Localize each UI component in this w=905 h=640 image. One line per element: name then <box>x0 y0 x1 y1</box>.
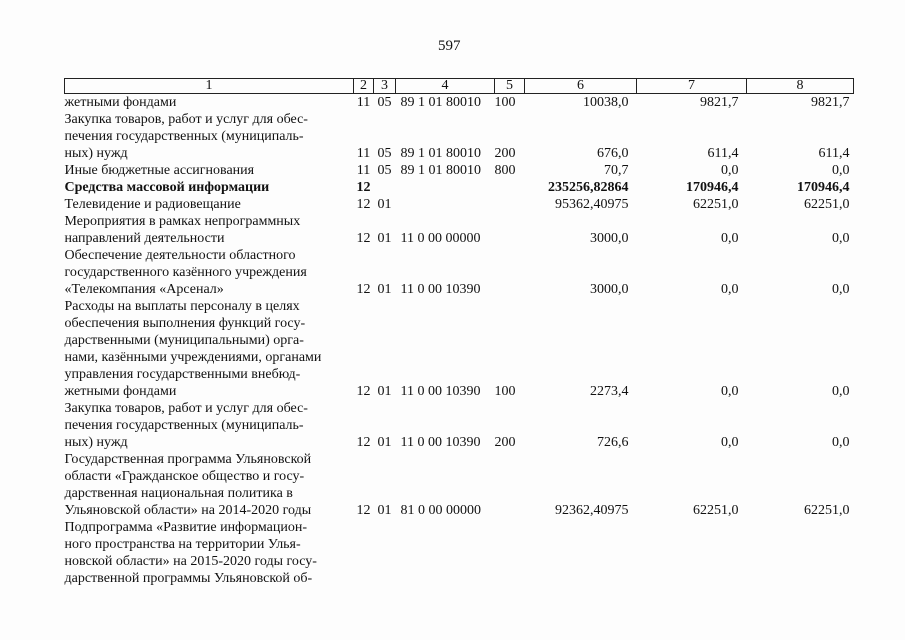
table-row <box>65 519 854 587</box>
cell-c7: 0,0 <box>721 231 739 246</box>
cell-c2: 12 <box>356 435 371 450</box>
cell-c3: 01 <box>377 231 392 246</box>
description-line: управления государственными внебюд- <box>64 367 301 382</box>
cell-c2: 12 <box>356 503 371 518</box>
cell-c2: 11 <box>356 146 371 161</box>
cell-c2: 11 <box>356 163 371 178</box>
table-row <box>65 94 854 112</box>
row-description <box>65 213 354 247</box>
description-line: жетными фондами <box>64 95 177 110</box>
cell-c3 <box>374 519 396 587</box>
cell-c7: 611,4 <box>707 146 739 161</box>
row-description <box>65 179 354 196</box>
cell-c2: 12 <box>356 282 371 297</box>
cell-c2: 12 <box>356 384 371 399</box>
page-number: 597 <box>438 38 461 54</box>
row-description <box>65 400 354 451</box>
cell-c7: 0,0 <box>721 435 739 450</box>
cell-c3: 01 <box>377 503 392 518</box>
cell-c4: 11 0 00 10390 <box>400 435 481 450</box>
cell-c7 <box>637 519 747 587</box>
cell-c5: 800 <box>494 163 516 178</box>
cell-c7: 62251,0 <box>693 197 739 212</box>
cell-c6: 70,7 <box>604 163 629 178</box>
description-line: печения государственных (муниципаль- <box>64 129 304 144</box>
cell-c4: 11 0 00 10390 <box>400 282 481 297</box>
cell-c3: 05 <box>377 95 392 110</box>
description-line: Закупка товаров, работ и услуг для обес- <box>64 401 308 416</box>
cell-c7: 170946,4 <box>686 180 739 195</box>
description-line: Средства массовой информации <box>64 180 270 195</box>
cell-c8: 62251,0 <box>804 503 850 518</box>
budget-table <box>64 78 854 587</box>
cell-c4 <box>396 179 495 196</box>
description-line: Закупка товаров, работ и услуг для обес- <box>64 112 308 127</box>
cell-c6 <box>525 519 637 587</box>
description-line: направлений деятельности <box>64 231 225 246</box>
cell-c8: 62251,0 <box>804 197 850 212</box>
cell-c4 <box>396 196 495 213</box>
cell-c6: 676,0 <box>597 146 629 161</box>
description-line: области «Гражданское общество и госу- <box>64 469 305 484</box>
cell-c8: 170946,4 <box>797 180 850 195</box>
cell-c3: 01 <box>377 384 392 399</box>
cell-c3: 05 <box>377 146 392 161</box>
cell-c8: 611,4 <box>818 146 850 161</box>
cell-c4: 11 0 00 00000 <box>400 231 481 246</box>
cell-c5 <box>495 247 525 298</box>
description-line: «Телекомпания «Арсенал» <box>64 282 224 297</box>
column-header: 8 <box>747 79 854 94</box>
table-row <box>65 111 854 162</box>
cell-c5: 100 <box>494 384 516 399</box>
cell-c7: 0,0 <box>721 384 739 399</box>
cell-c4: 89 1 01 80010 <box>400 146 481 161</box>
cell-c5 <box>495 196 525 213</box>
description-line: Ульяновской области» на 2014-2020 годы <box>64 503 312 518</box>
description-line: ных) нужд <box>64 146 128 161</box>
description-line: печения государственных (муниципаль- <box>64 418 304 433</box>
row-description <box>65 111 354 162</box>
cell-c8: 0,0 <box>832 282 850 297</box>
row-description <box>65 196 354 213</box>
table-row <box>65 298 854 400</box>
cell-c5: 100 <box>494 95 516 110</box>
description-line: Государственная программа Ульяновской <box>64 452 312 467</box>
description-line: обеспечения выполнения функций госу- <box>64 316 306 331</box>
description-line: Подпрограмма «Развитие информацион- <box>64 520 308 535</box>
cell-c2: 12 <box>356 180 371 195</box>
cell-c6: 3000,0 <box>590 231 629 246</box>
cell-c2: 11 <box>356 95 371 110</box>
description-line: Расходы на выплаты персоналу в целях <box>64 299 300 314</box>
row-description <box>65 298 354 400</box>
description-line: Иные бюджетные ассигнования <box>64 163 255 178</box>
cell-c8 <box>747 519 854 587</box>
table-row <box>65 400 854 451</box>
cell-c5 <box>495 213 525 247</box>
cell-c7: 62251,0 <box>693 503 739 518</box>
column-header: 6 <box>525 79 637 94</box>
cell-c4: 11 0 00 10390 <box>400 384 481 399</box>
row-description <box>65 94 354 112</box>
description-line: нами, казёнными учреждениями, органами <box>64 350 322 365</box>
table-row <box>65 179 854 196</box>
cell-c4: 81 0 00 00000 <box>400 503 481 518</box>
cell-c3: 01 <box>377 282 392 297</box>
column-header: 7 <box>637 79 747 94</box>
description-line: государственного казённого учреждения <box>64 265 307 280</box>
description-line: ных) нужд <box>64 435 128 450</box>
cell-c6: 726,6 <box>597 435 629 450</box>
cell-c2: 12 <box>356 197 371 212</box>
description-line: дарственная национальная политика в <box>64 486 293 501</box>
description-line: Мероприятия в рамках непрограммных <box>64 214 301 229</box>
cell-c3 <box>374 179 396 196</box>
cell-c5: 200 <box>494 435 516 450</box>
column-header: 4 <box>396 79 495 94</box>
cell-c6: 95362,40975 <box>555 197 629 212</box>
cell-c5 <box>495 179 525 196</box>
table-row <box>65 162 854 179</box>
cell-c6: 10038,0 <box>583 95 629 110</box>
column-header: 1 <box>65 79 354 94</box>
cell-c3: 01 <box>377 197 392 212</box>
cell-c6: 3000,0 <box>590 282 629 297</box>
table-row <box>65 451 854 519</box>
table-row <box>65 196 854 213</box>
description-line: жетными фондами <box>64 384 177 399</box>
cell-c6: 92362,40975 <box>555 503 629 518</box>
cell-c7: 0,0 <box>721 163 739 178</box>
table-row <box>65 247 854 298</box>
cell-c8: 0,0 <box>832 384 850 399</box>
row-description <box>65 162 354 179</box>
cell-c8: 0,0 <box>832 435 850 450</box>
cell-c4 <box>396 519 495 587</box>
row-description <box>65 519 354 587</box>
cell-c2 <box>354 519 374 587</box>
description-line: новской области» на 2015-2020 годы госу- <box>64 554 317 569</box>
table-header-row <box>65 79 854 94</box>
cell-c6: 235256,82864 <box>548 180 629 195</box>
cell-c7: 0,0 <box>721 282 739 297</box>
cell-c2: 12 <box>356 231 371 246</box>
cell-c8: 0,0 <box>832 231 850 246</box>
column-header: 3 <box>374 79 396 94</box>
description-line: дарственными (муниципальными) орга- <box>64 333 304 348</box>
cell-c5: 200 <box>494 146 516 161</box>
cell-c5 <box>495 451 525 519</box>
cell-c3: 01 <box>377 435 392 450</box>
cell-c3: 05 <box>377 163 392 178</box>
cell-c6: 2273,4 <box>590 384 629 399</box>
description-line: Телевидение и радиовещание <box>64 197 241 212</box>
column-header: 2 <box>354 79 374 94</box>
cell-c5 <box>495 519 525 587</box>
row-description <box>65 451 354 519</box>
cell-c4: 89 1 01 80010 <box>400 95 481 110</box>
row-description <box>65 247 354 298</box>
table-row <box>65 213 854 247</box>
description-line: дарственной программы Ульяновской об- <box>64 571 313 586</box>
column-header: 5 <box>495 79 525 94</box>
cell-c4: 89 1 01 80010 <box>400 163 481 178</box>
description-line: Обеспечение деятельности областного <box>64 248 296 263</box>
cell-c8: 9821,7 <box>811 95 850 110</box>
description-line: ного пространства на территории Улья- <box>64 537 301 552</box>
cell-c7: 9821,7 <box>700 95 739 110</box>
cell-c8: 0,0 <box>832 163 850 178</box>
